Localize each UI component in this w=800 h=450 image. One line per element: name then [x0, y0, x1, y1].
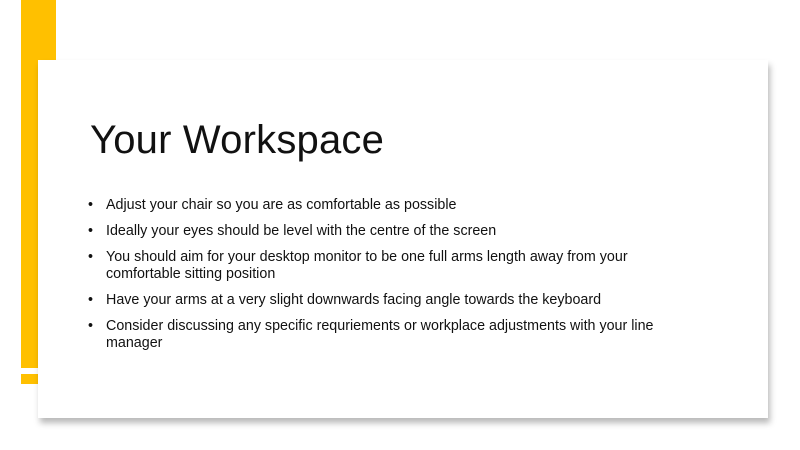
- slide-card: [38, 60, 768, 418]
- bullet-list: [88, 197, 688, 361]
- accent-bar-top: [21, 0, 56, 61]
- bullet-item: • Ideally your eyes should be level with the centre of the screen: [88, 223, 688, 240]
- bullet-item: • Have your arms at a very slight downwards facing angle towards the keyboard: [88, 292, 688, 309]
- bullet-item: • You should aim for your desktop monitor to be one full arms length away from your comfortable sitting position: [88, 249, 688, 283]
- accent-bar-side: [21, 60, 39, 368]
- slide-title: Your Workspace: [90, 118, 385, 162]
- accent-bar-foot: [21, 374, 39, 384]
- bullet-item: • Adjust your chair so you are as comfortable as possible: [88, 197, 688, 214]
- bullet-item: • Consider discussing any specific requriements or workplace adjustments with your line manager: [88, 318, 688, 352]
